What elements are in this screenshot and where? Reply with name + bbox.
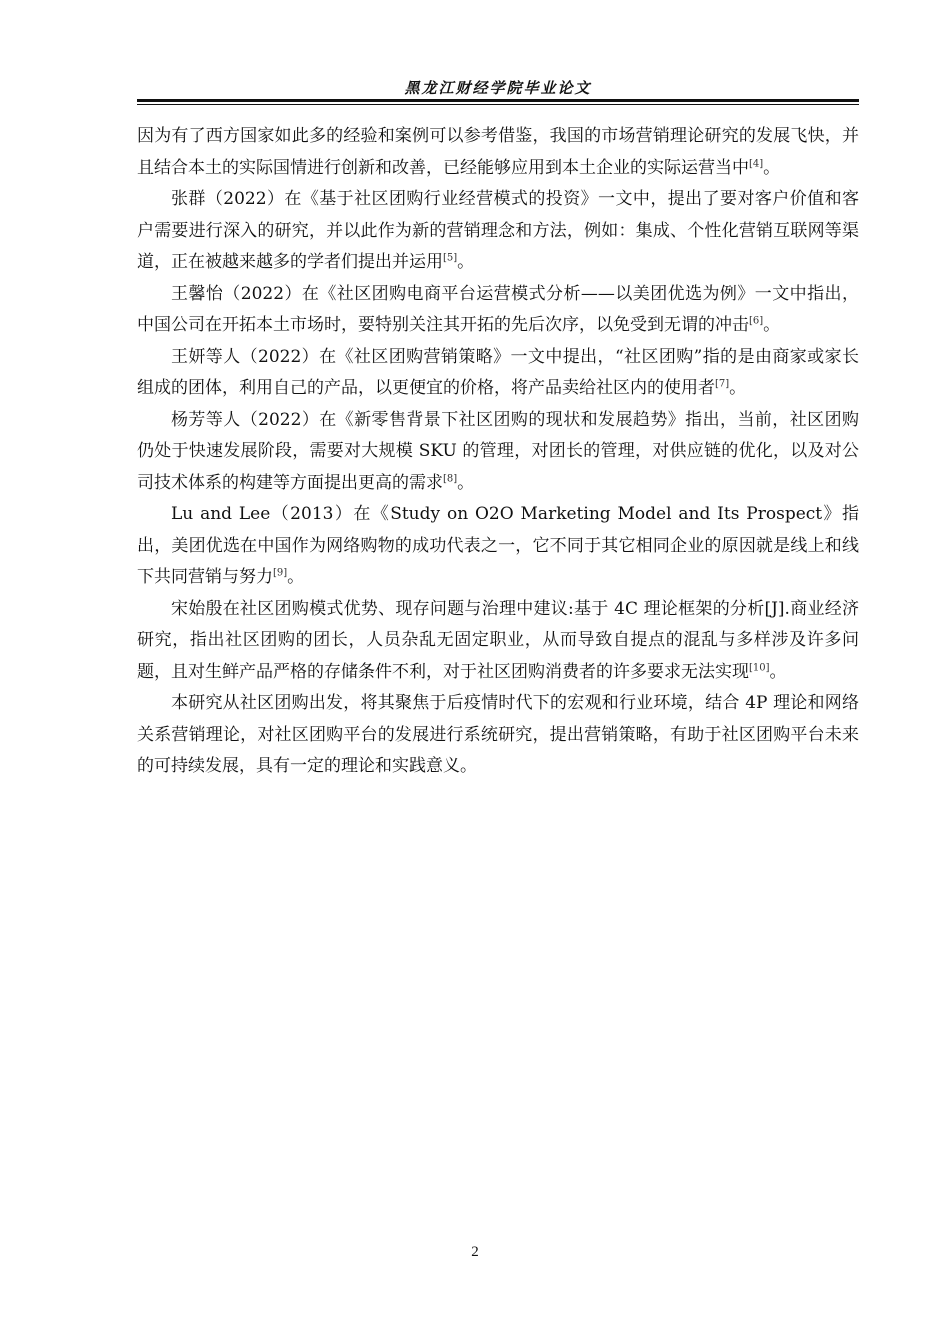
citation-ref: [9] (273, 567, 288, 579)
citation-ref: [8] (443, 472, 458, 484)
paragraph-text: 本研究从社区团购出发，将其聚焦于后疫情时代下的宏观和行业环境，结合 4P 理论和网络关系营销理论，对社区团购平台的发展进行系统研究，提出营销策略，有助于社区团购平台未来的可持续发展，具有一定的理论和实践意义。 (137, 693, 859, 776)
citation-ref: [6] (749, 315, 764, 327)
paragraph-text: 因为有了西方国家如此多的经验和案例可以参考借鉴，我国的市场营销理论研究的发展飞快，并且结合本土的实际国情进行创新和改善，已经能够应用到本土企业的实际运营当中 (137, 126, 859, 178)
body-text (137, 121, 859, 783)
paragraph-text: 王妍等人（2022）在《社区团购营销策略》一文中提出，“社区团购”指的是由商家或家长组成的团体，利用自己的产品，以更便宜的价格，将产品卖给社区内的使用者 (137, 346, 859, 398)
citation-ref: [7] (715, 378, 730, 390)
paragraph-end: 。 (729, 378, 747, 398)
paragraph-7 (137, 594, 859, 689)
page-header-title: 黑龙江财经学院毕业论文 (404, 79, 592, 97)
paragraph-end: 。 (763, 315, 781, 335)
paragraph-end: 。 (457, 472, 475, 493)
paragraph-end: 。 (769, 661, 787, 682)
header-divider (137, 99, 859, 105)
page-number: 2 (471, 1244, 479, 1260)
citation-ref: [10] (749, 661, 770, 673)
paragraph-text: 张群（2022）在《基于社区团购行业经营模式的投资》一文中，提出了要对客户价值和客户需要进行深入的研究，并以此作为新的营销理念和方法，例如：集成、个性化营销互联网等渠道，正在被越来越多的学者们提出并运用 (137, 189, 859, 272)
paragraph-end: 。 (763, 157, 781, 178)
paragraph-6 (137, 499, 859, 594)
paragraph-text: 王馨怡（2022）在《社区团购电商平台运营模式分析——以美团优选为例》一文中指出，中国公司在开拓本土市场时，要特别关注其开拓的先后次序，以免受到无谓的冲击 (137, 283, 859, 335)
paragraph-1 (137, 121, 859, 184)
paragraph-end: 。 (287, 567, 305, 587)
paragraph-5 (137, 405, 859, 500)
paragraph-text: Lu and Lee（2013）在《Study on O2O Marketing Model and Its Prospect》指出，美团优选在中国作为网络购物的成功代表之一，它不同于其它相同企业的原因就是线上和线下共同营销与努力 (137, 504, 859, 587)
paragraph-2 (137, 184, 859, 279)
paragraph-8 (137, 688, 859, 783)
paragraph-3 (137, 279, 859, 342)
paragraph-text: 宋始殷在社区团购模式优势、现存问题与治理中建议:基于 4C 理论框架的分析[J].商业经济研究，指出社区团购的团长，人员杂乱无固定职业，从而导致自提点的混乱与多样涉及许多问题，且对生鲜产品严格的存储条件不利，对于社区团购消费者的许多要求无法实现 (137, 598, 859, 682)
citation-ref: [4] (749, 157, 764, 169)
paragraph-4 (137, 342, 859, 405)
paragraph-end: 。 (457, 252, 475, 272)
citation-ref: [5] (443, 252, 458, 264)
paragraph-text: 杨芳等人（2022）在《新零售背景下社区团购的现状和发展趋势》指出，当前，社区团购仍处于快速发展阶段，需要对大规模 SKU 的管理，对团长的管理，对供应链的优化，以及对公司技术体系的构建等方面提出更高的需求 (137, 409, 859, 493)
